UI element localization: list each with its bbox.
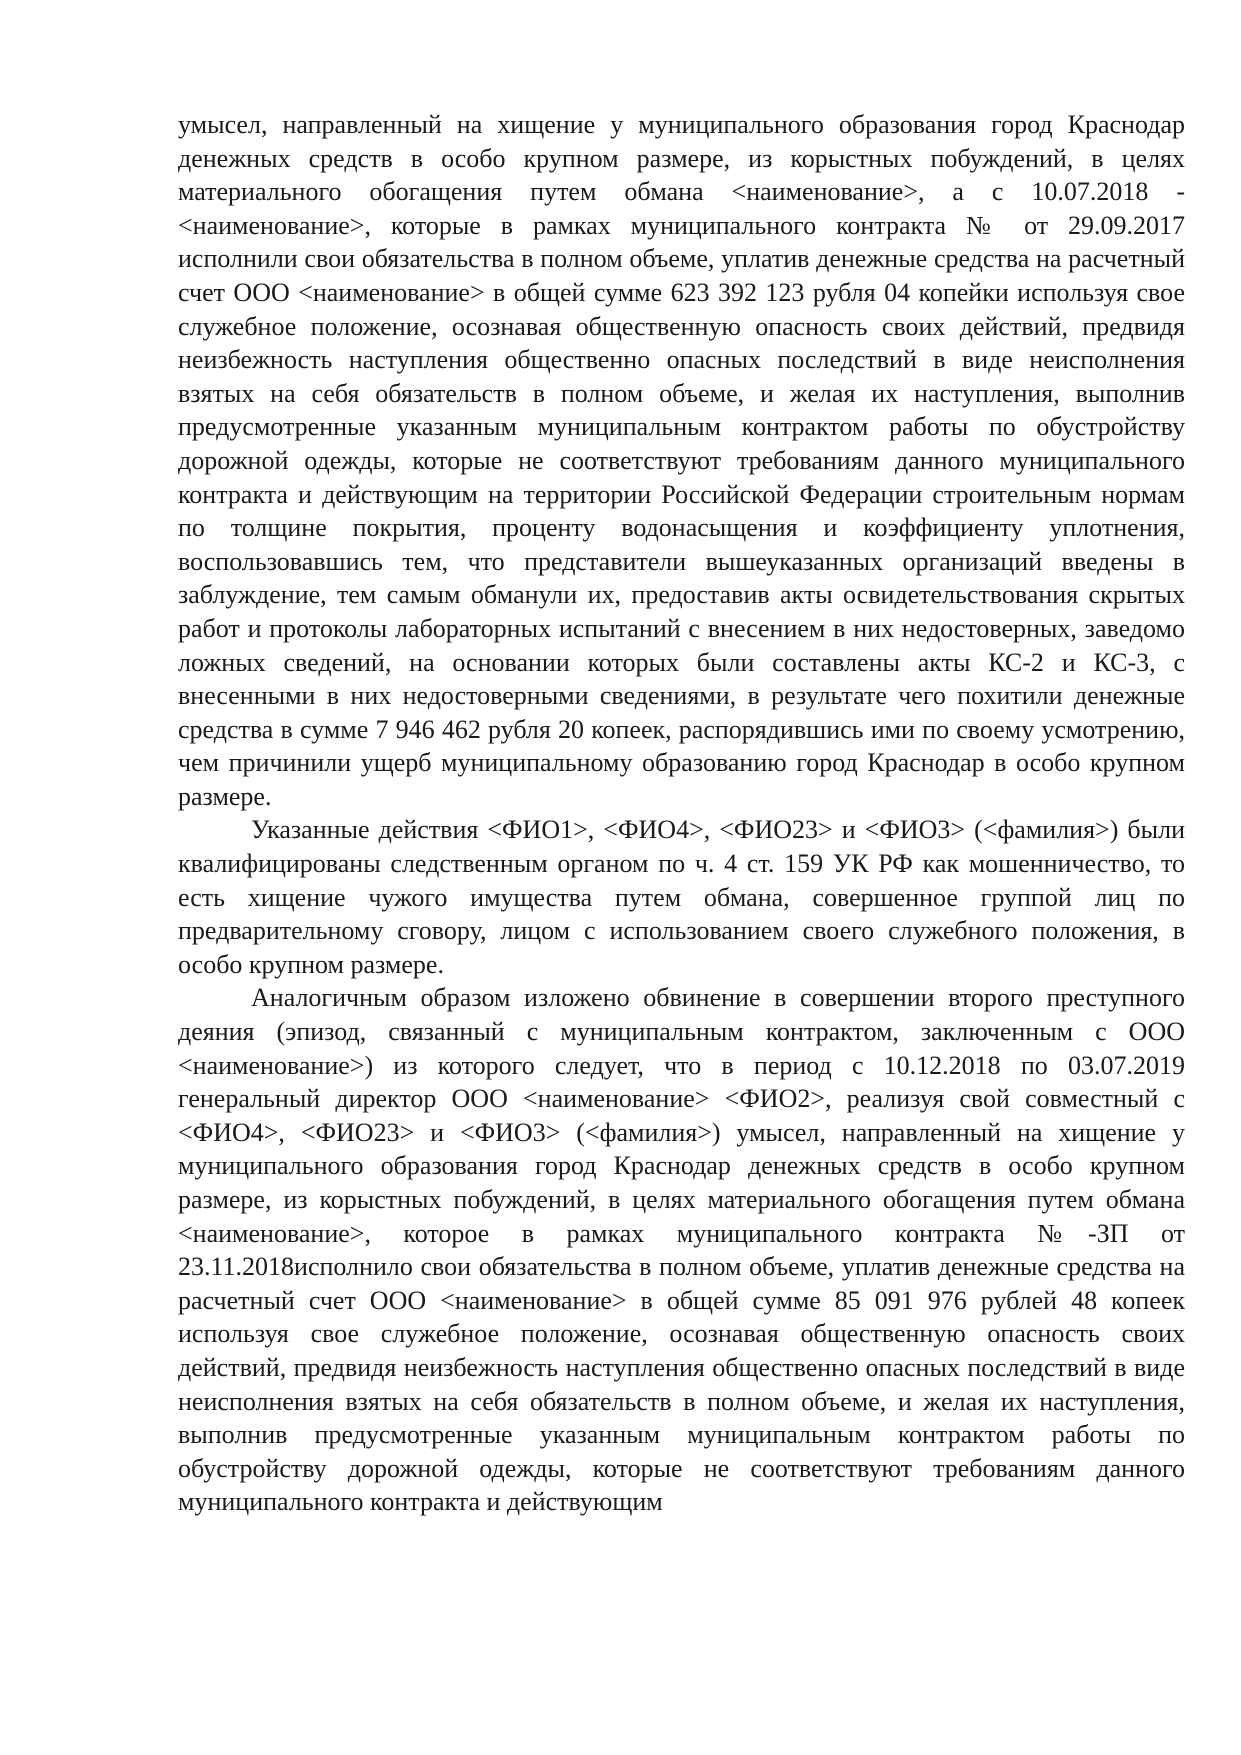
paragraph-2: Указанные действия <ФИО1>, <ФИО4>, <ФИО23> и <ФИО3> (<фамилия>) были квалифицированы следственным органом по ч. 4 ст. 159 УК РФ как мошенничество, то есть хищение чужого имущества путем обмана, совершенное группой лиц по предварительному сговору, лицом с использованием своего служебного положения, в особо крупном размере. <box>178 815 1185 979</box>
document-page <box>178 108 1185 1519</box>
paragraph-1: умысел, направленный на хищение у муниципального образования город Краснодар денежных средств в особо крупном размере, из корыстных побуждений, в целях материального обогащения путем обмана <наименование>, а с 10.07.2018 - <наименование>, которые в рамках муниципального контракта № от 29.09.2017 исполнили свои обязательства в полном объеме, уплатив денежные средства на расчетный счет ООО <наименование> в общей сумме 623 392 123 рубля 04 копейки используя свое служебное положение, осознавая общественную опасность своих действий, предвидя неизбежность наступления общественно опасных последствий в виде неисполнения взятых на себя обязательств в полном объеме, и желая их наступления, выполнив предусмотренные указанным муниципальным контрактом работы по обустройству дорожной одежды, которые не соответствуют требованиям данного муниципального контракта и действующим на территории Российской Федерации строительным нормам по толщине покрытия, проценту водонасыщения и коэффициенту уплотнения, воспользовавшись тем, что представители вышеуказанных организаций введены в заблуждение, тем самым обманули их, предоставив акты освидетельствования скрытых работ и протоколы лабораторных испытаний с внесением в них недостоверных, заведомо ложных сведений, на основании которых были составлены акты КС-2 и КС-3, с внесенными в них недостоверными сведениями, в результате чего похитили денежные средства в сумме 7 946 462 рубля 20 копеек, распорядившись ими по своему усмотрению, чем причинили ущерб муниципальному образованию город Краснодар в особо крупном размере. <box>178 110 1185 811</box>
paragraph-3: Аналогичным образом изложено обвинение в совершении второго преступного деяния (эпизод, связанный с муниципальным контрактом, заключенным с ООО <наименование>) из которого следует, что в период с 10.12.2018 по 03.07.2019 генеральный директор ООО <наименование> <ФИО2>, реализуя свой совместный с <ФИО4>, <ФИО23> и <ФИО3> (<фамилия>) умысел, направленный на хищение у муниципального образования город Краснодар денежных средств в особо крупном размере, из корыстных побуждений, в целях материального обогащения путем обмана <наименование>, которое в рамках муниципального контракта №-ЗП от 23.11.2018исполнило свои обязательства в полном объеме, уплатив денежные средства на расчетный счет ООО <наименование> в общей сумме 85 091 976 рублей 48 копеек используя свое служебное положение, осознавая общественную опасность своих действий, предвидя неизбежность наступления общественно опасных последствий в виде неисполнения взятых на себя обязательств в полном объеме, и желая их наступления, выполнив предусмотренные указанным муниципальным контрактом работы по обустройству дорожной одежды, которые не соответствуют требованиям данного муниципального контракта и действующим <box>178 983 1185 1517</box>
